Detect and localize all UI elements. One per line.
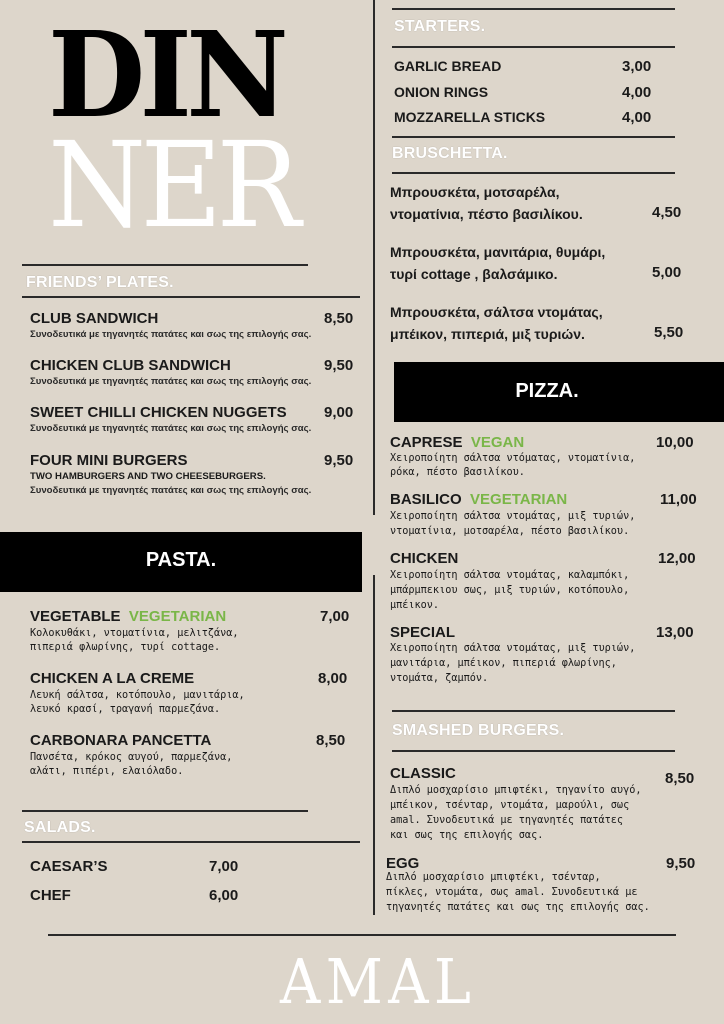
item-name: FOUR MINI BURGERS [30, 452, 188, 469]
item-desc: μπέικον, τσένταρ, ντομάτα, μαρούλι, σως [390, 800, 630, 811]
salads-top-rule [22, 810, 308, 812]
vegetarian-tag: VEGETARIAN [470, 491, 568, 508]
item-price: 9,00 [324, 404, 354, 421]
starters-top-rule [392, 8, 675, 10]
item-desc: Συνοδευτικά με τηγανητές πατάτες και σως της επιλογής σας. [30, 376, 312, 387]
item-name: CLUB SANDWICH [30, 310, 159, 327]
bruschetta-heading: BRUSCHETTA. [392, 145, 508, 162]
item-name: CHICKEN A LA CREME [30, 670, 195, 687]
item-price: 6,00 [209, 887, 239, 904]
item-price: 4,00 [622, 84, 652, 101]
item-price: 8,50 [324, 310, 354, 327]
item-name: CAESAR’S [30, 858, 108, 875]
title-top: DIN [48, 5, 284, 144]
bruschetta-top-rule [392, 136, 675, 138]
item-name: CLASSIC [390, 765, 456, 782]
item-desc: amal. Συνοδευτικά με τηγανητές πατάτες [390, 815, 624, 826]
vegan-tag: VEGAN [470, 434, 525, 451]
item-name: EGG [386, 855, 420, 872]
salads-bottom-rule [22, 841, 360, 843]
starters-bottom-rule [392, 46, 675, 48]
item-desc: Συνοδευτικά με τηγανητές πατάτες και σως της επιλογής σας. [30, 423, 312, 434]
item-desc: Πανσέτα, κρόκος αυγού, παρμεζάνα, [30, 752, 233, 763]
item-desc: λευκό κρασί, τραγανή παρμεζάνα. [30, 704, 221, 715]
item-desc: ντοματίνια, πέστο βασιλίκου. [390, 206, 583, 222]
item-name: VEGETABLE VEGETARIAN [30, 608, 227, 625]
item-sub: TWO HAMBURGERS AND TWO CHEESEBURGERS. [30, 471, 266, 482]
item-price: 4,00 [622, 109, 652, 126]
item-price: 8,50 [665, 770, 695, 787]
item-name: CHICKEN CLUB SANDWICH [30, 357, 231, 374]
item-desc: μπέικον, πιπεριά, μιξ τυριών. [390, 326, 585, 342]
item-name: SWEET CHILLI CHICKEN NUGGETS [30, 404, 287, 421]
bruschetta-bottom-rule [392, 172, 675, 174]
burgers-top-rule [392, 710, 675, 712]
item-desc: Μπρουσκέτα, μοτσαρέλα, [390, 184, 560, 200]
item-price: 7,00 [320, 608, 350, 625]
item-desc: μπέικον. [390, 600, 440, 611]
item-desc: Κολοκυθάκι, ντοματίνια, μελιτζάνα, [30, 628, 239, 639]
item-price: 12,00 [658, 550, 696, 567]
item-price: 10,00 [656, 434, 694, 451]
item-desc: Συνοδευτικά με τηγανητές πατάτες και σως της επιλογής σας. [30, 485, 312, 496]
friends-top-rule [22, 264, 308, 266]
item-desc: Λευκή σάλτσα, κοτόπουλο, μανιτάρια, [30, 690, 245, 701]
item-price: 7,00 [209, 858, 239, 875]
item-desc: και σως της επιλογής σας. [390, 830, 544, 841]
burgers-heading: SMASHED BURGERS. [392, 722, 565, 739]
item-desc: τυρί cottage , βαλσάμικο. [390, 266, 558, 282]
item-desc: Συνοδευτικά με τηγανητές πατάτες και σως της επιλογής σας. [30, 329, 312, 340]
item-price: 8,50 [316, 732, 346, 749]
item-name: ONION RINGS [394, 84, 489, 100]
item-desc: Χειροποίητη σάλτσα ντομάτας, καλαμπόκι, [390, 570, 630, 581]
item-desc: Μπρουσκέτα, σάλτσα ντομάτας, [390, 304, 603, 320]
item-name: CAPRESE VEGAN [390, 434, 525, 451]
item-desc: πίκλες, ντομάτα, σως amal. Συνοδευτικά με [386, 887, 638, 898]
item-desc: Μπρουσκέτα, μανιτάρια, θυμάρι, [390, 244, 606, 260]
brand-logo: AMAL [280, 945, 477, 1018]
friends-heading: FRIENDS’ PLATES. [26, 274, 174, 291]
footer-rule [48, 934, 676, 936]
item-desc: μπάρμπεκιου σως, μιξ τυριών, κοτόπουλο, [390, 585, 630, 596]
salads-heading: SALADS. [24, 819, 96, 836]
item-price: 4,50 [652, 204, 682, 221]
column-divider [373, 0, 375, 515]
item-desc: Χειροποίητη σάλτσα ντόματας, ντοματίνια, [390, 453, 636, 464]
friends-bottom-rule [22, 296, 360, 298]
item-price: 5,50 [654, 324, 684, 341]
vegetarian-tag: VEGETARIAN [128, 608, 227, 625]
item-desc: ρόκα, πέστο βασιλίκου. [390, 467, 525, 478]
pasta-heading: PASTA. [145, 549, 217, 571]
column-divider-lower [373, 575, 375, 915]
item-desc: ντομάτα, ζαμπόν. [390, 673, 489, 684]
item-desc: αλάτι, πιπέρι, ελαιόλαδο. [30, 766, 184, 777]
item-desc: ντοματίνια, μοτσαρέλα, πέστο βασιλίκου. [390, 526, 630, 537]
item-name: CHEF [30, 887, 71, 904]
starters-heading: STARTERS. [394, 18, 486, 35]
item-price: 3,00 [622, 58, 652, 75]
item-price: 9,50 [324, 452, 354, 469]
item-price: 13,00 [656, 624, 694, 641]
item-desc: Διπλό μοσχαρίσιο μπιφτέκι, τσένταρ, [386, 872, 601, 883]
item-price: 9,50 [324, 357, 354, 374]
item-name: CARBONARA PANCETTA [30, 732, 212, 749]
item-desc: τηγανητές πατάτες και σως της επιλογής σας. [386, 902, 650, 913]
item-desc: Χειροποίητη σάλτσα ντομάτας, μιξ τυριών, [390, 643, 636, 654]
item-price: 5,00 [652, 264, 682, 281]
item-name: MOZZARELLA STICKS [394, 109, 546, 125]
item-desc: μανιτάρια, μπέικον, πιπεριά φλωρίνης, [390, 658, 617, 669]
item-price: 11,00 [660, 491, 697, 508]
item-price: 9,50 [666, 855, 696, 872]
pizza-heading: PIZZA. [515, 380, 579, 402]
item-name: BASILICO VEGETARIAN [390, 491, 568, 508]
item-name: SPECIAL [390, 624, 456, 641]
item-desc: Χειροποίητη σάλτσα ντομάτας, μιξ τυριών, [390, 511, 636, 522]
title-bottom: NER [48, 116, 296, 254]
item-name: GARLIC BREAD [394, 58, 502, 74]
item-name: CHICKEN [390, 550, 459, 567]
item-price: 8,00 [318, 670, 348, 687]
burgers-bottom-rule [392, 750, 675, 752]
item-desc: Διπλό μοσχαρίσιο μπιφτέκι, τηγανίτο αυγό, [390, 785, 642, 796]
item-desc: πιπεριά φλωρίνης, τυρί cottage. [30, 642, 221, 653]
